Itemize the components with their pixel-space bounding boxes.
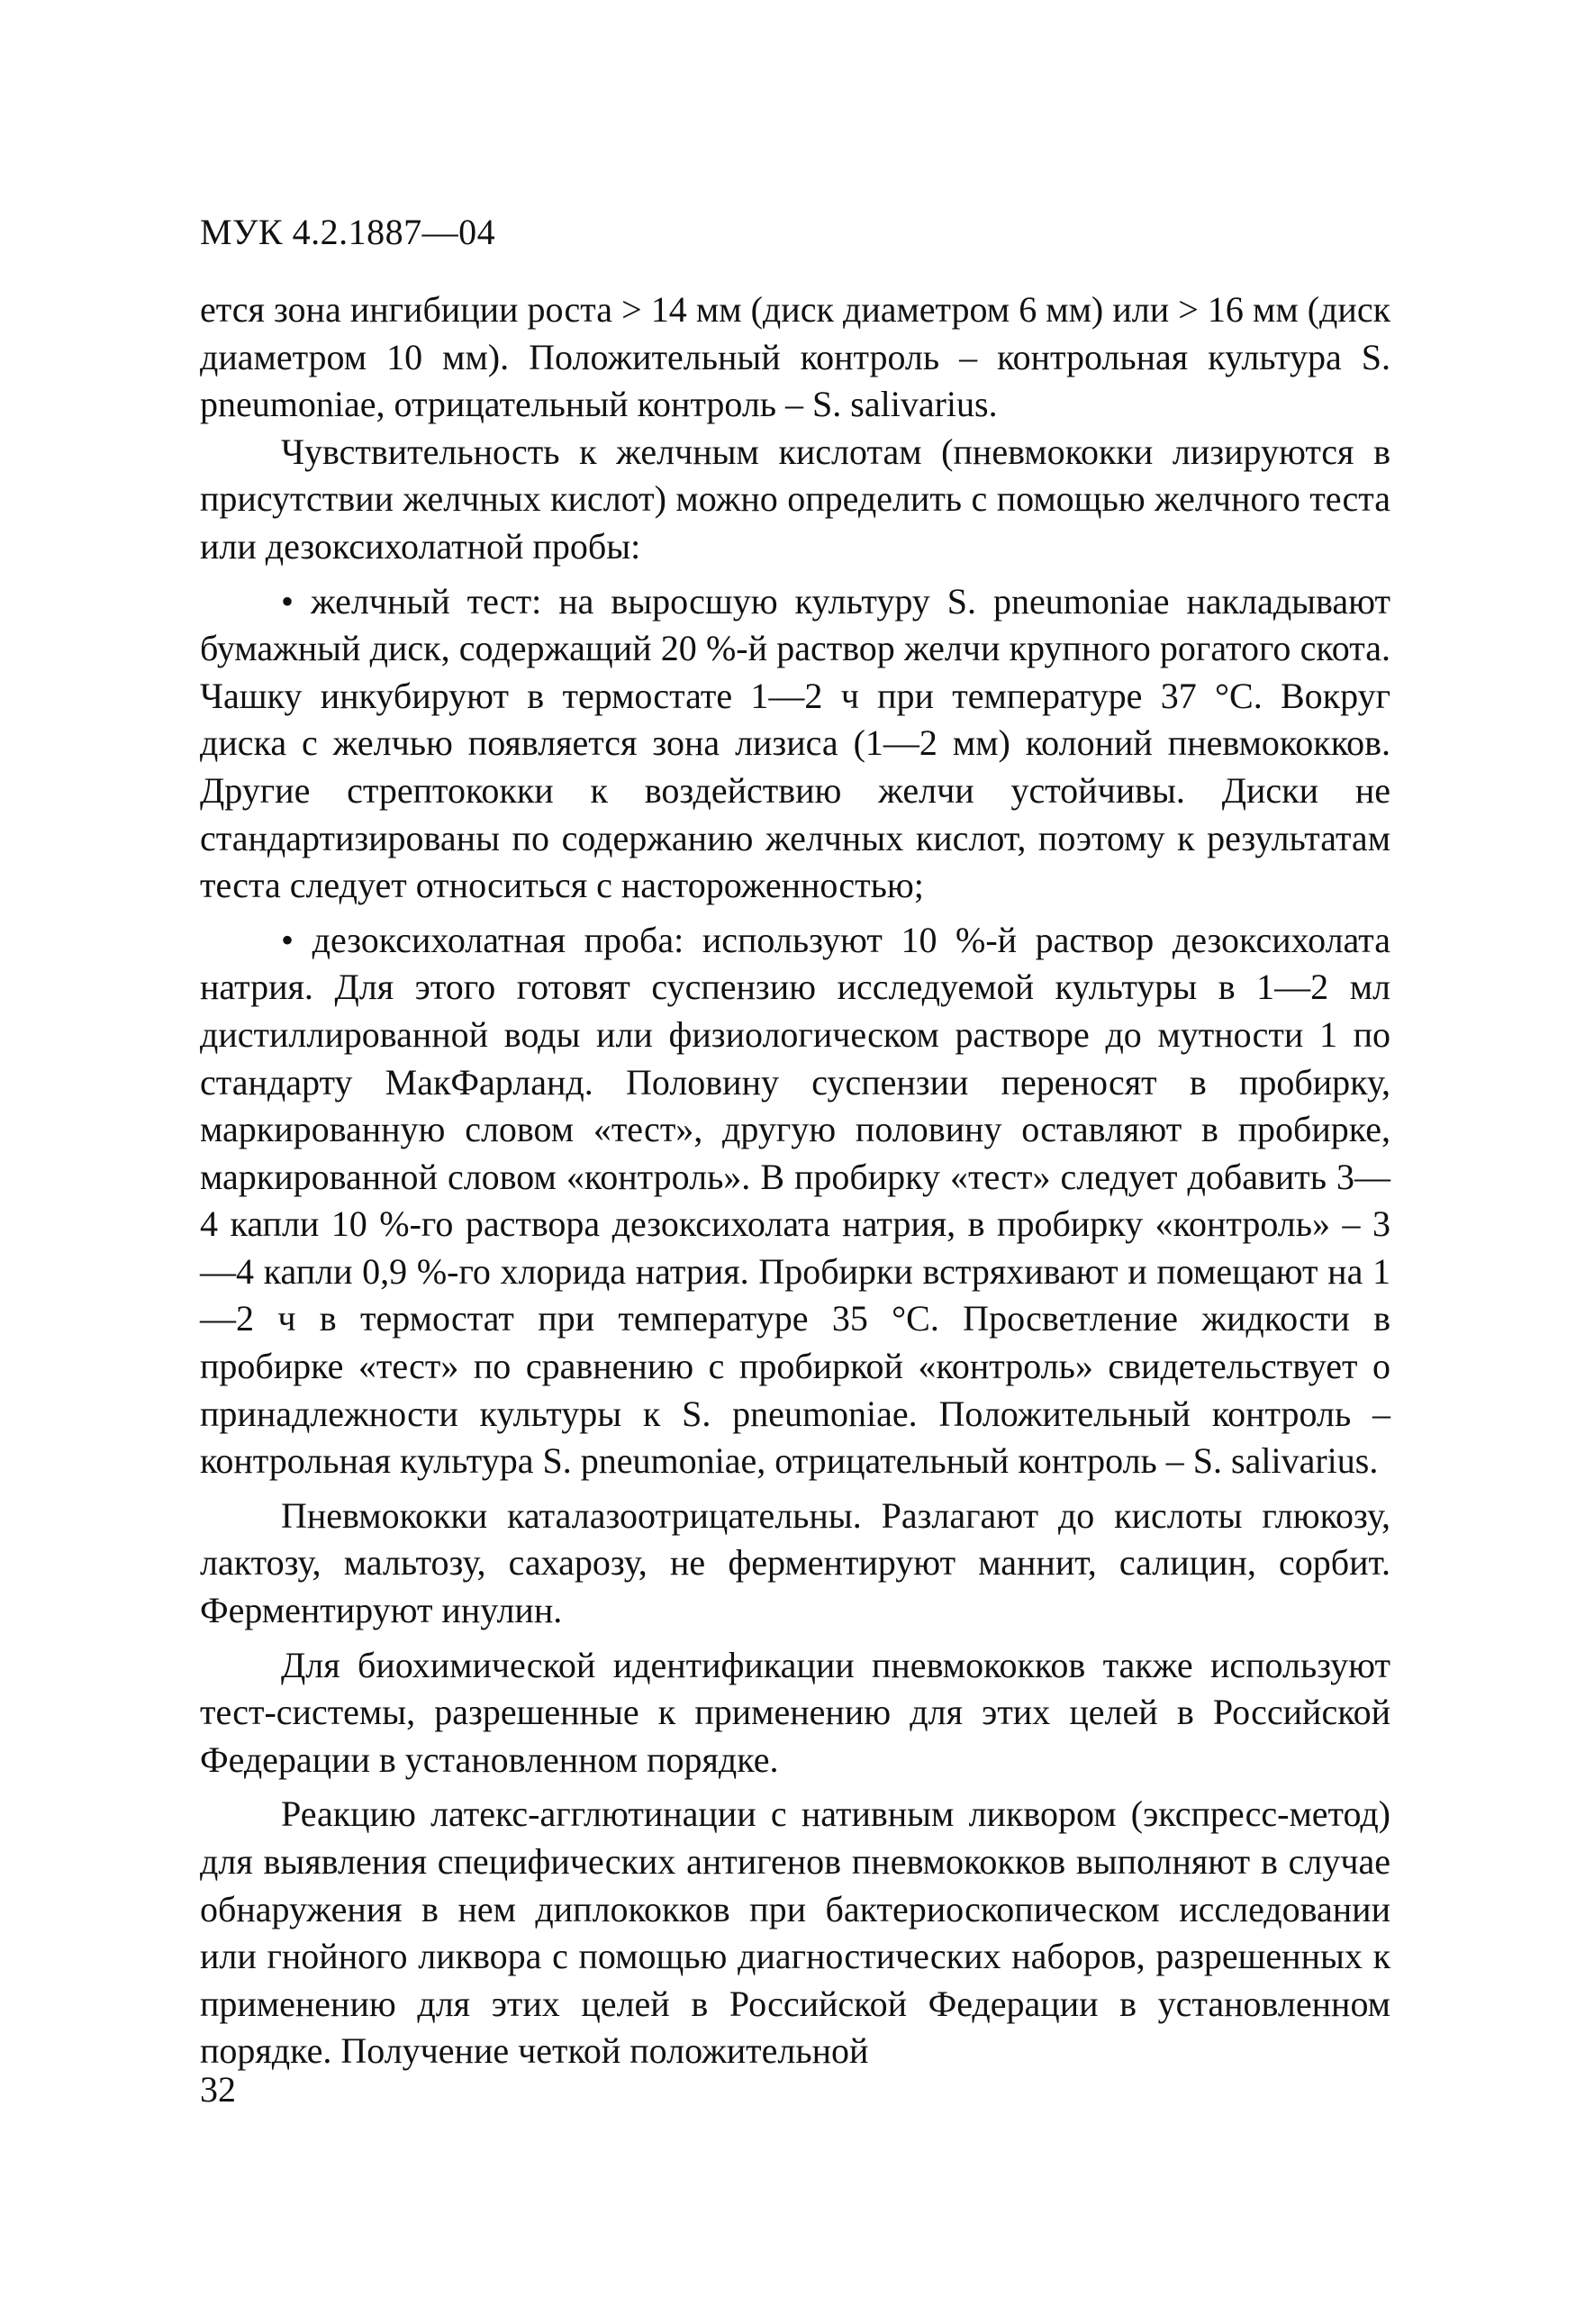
- page-number: 32: [200, 2069, 236, 2110]
- document-header: МУК 4.2.1887—04: [200, 212, 496, 252]
- paragraph-bile-sensitivity: Чувствительность к желчным кислотам (пневмококки лизируются в присутствии желчных кислот) можно определить с помощью желчного теста или дезоксихолатной пробы:: [200, 431, 1390, 567]
- bullet-bile-test: • желчный тест: на выросшую культуру S. pneumoniae накладывают бумажный диск, содержащий 20 %-й раствор желчи крупного рогатого скота. Чашку инкубируют в термостате 1—2 ч при температуре 37 °С. Вокруг диска с желчью появляется зона лизиса (1—2 мм) колоний пневмококков. Другие стрептококки к воздействию желчи устойчивы. Диски не стандартизированы по содержанию желчных кислот, поэтому к результатам теста следует относиться с настороженностью;: [200, 578, 1390, 910]
- paragraph-latex-agglutination: Реакцию латекс-агглютинации с нативным ликвором (экспресс-метод) для выявления специфических антигенов пневмококков выполняют в случае обнаружения в нем диплококков при бактериоскопическом исследовании или гнойного ликвора с помощью диагностических наборов, разрешенных к применению для этих целей в Российской Федерации в установленном порядке. Получение четкой положительной: [200, 1793, 1390, 2072]
- page-body: [200, 286, 1390, 2075]
- paragraph-catalase: Пневмококки каталазоотрицательны. Разлагают до кислоты глюкозу, лактозу, мальтозу, сахарозу, не ферментируют маннит, салицин, сорбит. Ферментируют инулин.: [200, 1494, 1390, 1631]
- bullet-deoxycholate-test: • дезоксихолатная проба: используют 10 %-й раствор дезоксихолата натрия. Для этого готовят суспензию исследуемой культуры в 1—2 мл дистиллированной воды или физиологическом растворе до мутности 1 по стандарту МакФарланд. Половину суспензии переносят в пробирку, маркированную словом «тест», другую половину оставляют в пробирке, маркированной словом «контроль». В пробирку «тест» следует добавить 3—4 капли 10 %-го раствора дезоксихолата натрия, в пробирку «контроль» – 3—4 капли 0,9 %-го хлорида натрия. Пробирки встряхивают и помещают на 1—2 ч в термостат при температуре 35 °С. Просветление жидкости в пробирке «тест» по сравнению с пробиркой «контроль» свидетельствует о принадлежности культуры к S. pneumoniae. Положительный контроль – контрольная культура S. pneumoniae, отрицательный контроль – S. salivarius.: [200, 917, 1390, 1485]
- paragraph-biochemical-identification: Для биохимической идентификации пневмококков также используют тест-системы, разрешенные к применению для этих целей в Российской Федерации в установленном порядке.: [200, 1644, 1390, 1780]
- paragraph-continuation: ется зона ингибиции роста > 14 мм (диск диаметром 6 мм) или > 16 мм (диск диаметром 10 мм). Положительный контроль – контрольная культура S. pneumoniae, отрицательный контроль – S. salivarius.: [200, 289, 1390, 425]
